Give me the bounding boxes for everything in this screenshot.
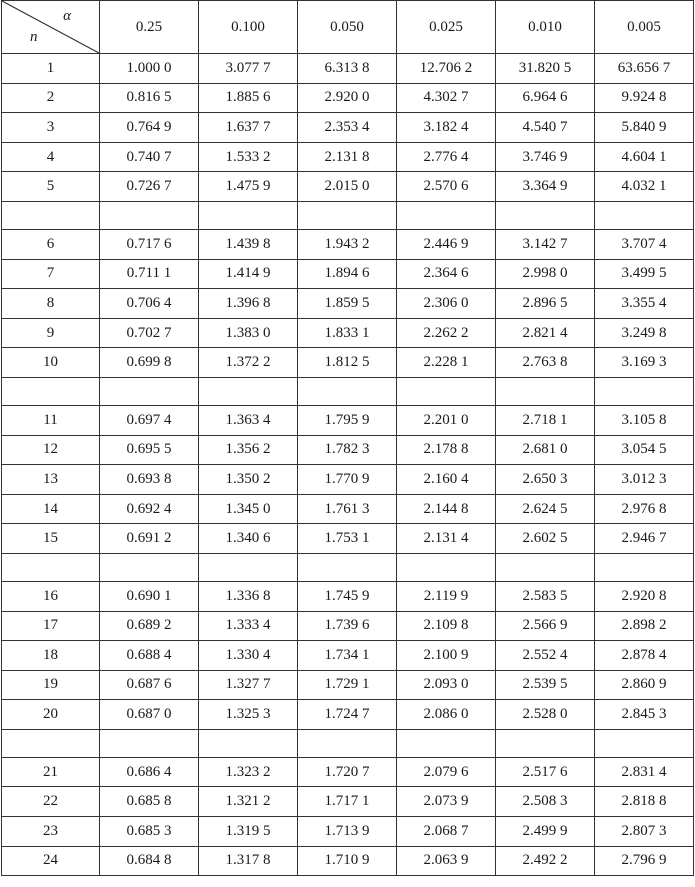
table-row [2, 229, 694, 259]
value-cell: 0.687 0 [100, 700, 199, 730]
value-cell: 2.306 0 [397, 289, 496, 319]
value-cell: 0.688 4 [100, 641, 199, 671]
n-cell: 17 [2, 611, 100, 641]
value-cell: 0.697 4 [100, 405, 199, 435]
n-cell: 21 [2, 757, 100, 787]
n-cell: 13 [2, 465, 100, 495]
value-cell: 0.687 6 [100, 670, 199, 700]
value-cell: 0.711 1 [100, 259, 199, 289]
value-cell: 2.818 8 [595, 787, 694, 817]
value-cell: 1.713 9 [298, 817, 397, 847]
value-cell: 2.896 5 [496, 289, 595, 319]
value-cell: 0.699 8 [100, 348, 199, 378]
empty-cell [100, 729, 199, 757]
value-cell: 2.650 3 [496, 465, 595, 495]
empty-cell [100, 553, 199, 581]
spacer-row [2, 377, 694, 405]
value-cell: 0.684 8 [100, 846, 199, 876]
value-cell: 2.446 9 [397, 229, 496, 259]
t-distribution-table [1, 0, 694, 876]
value-cell: 2.763 8 [496, 348, 595, 378]
value-cell: 1.327 7 [199, 670, 298, 700]
value-cell: 2.946 7 [595, 524, 694, 554]
value-cell: 2.539 5 [496, 670, 595, 700]
table-row [2, 611, 694, 641]
value-cell: 3.054 5 [595, 435, 694, 465]
empty-cell [298, 729, 397, 757]
empty-cell [199, 377, 298, 405]
table-row [2, 494, 694, 524]
value-cell: 1.439 8 [199, 229, 298, 259]
empty-cell [2, 201, 100, 229]
value-cell: 2.068 7 [397, 817, 496, 847]
value-cell: 4.302 7 [397, 83, 496, 113]
value-cell: 2.109 8 [397, 611, 496, 641]
n-cell: 19 [2, 670, 100, 700]
n-cell: 18 [2, 641, 100, 671]
value-cell: 1.894 6 [298, 259, 397, 289]
value-cell: 0.706 4 [100, 289, 199, 319]
value-cell: 2.552 4 [496, 641, 595, 671]
n-cell: 9 [2, 318, 100, 348]
value-cell: 2.499 9 [496, 817, 595, 847]
empty-cell [397, 201, 496, 229]
value-cell: 2.860 9 [595, 670, 694, 700]
table-row [2, 405, 694, 435]
diagonal-line [2, 1, 99, 53]
value-cell: 2.063 9 [397, 846, 496, 876]
table-row [2, 113, 694, 143]
table-row [2, 787, 694, 817]
alpha-header-cell: 0.010 [496, 1, 595, 54]
value-cell: 2.920 8 [595, 581, 694, 611]
table-row [2, 142, 694, 172]
n-cell: 14 [2, 494, 100, 524]
table-body [2, 54, 694, 876]
empty-cell [100, 201, 199, 229]
value-cell: 2.119 9 [397, 581, 496, 611]
table-row [2, 54, 694, 84]
value-cell: 3.707 4 [595, 229, 694, 259]
value-cell: 3.249 8 [595, 318, 694, 348]
value-cell: 1.745 9 [298, 581, 397, 611]
table-row [2, 817, 694, 847]
corner-header-cell [2, 1, 100, 54]
value-cell: 0.690 1 [100, 581, 199, 611]
value-cell: 1.833 1 [298, 318, 397, 348]
value-cell: 0.692 4 [100, 494, 199, 524]
empty-cell [199, 201, 298, 229]
value-cell: 1.533 2 [199, 142, 298, 172]
value-cell: 0.693 8 [100, 465, 199, 495]
value-cell: 2.073 9 [397, 787, 496, 817]
value-cell: 2.144 8 [397, 494, 496, 524]
value-cell: 3.012 3 [595, 465, 694, 495]
n-cell: 16 [2, 581, 100, 611]
table-row [2, 524, 694, 554]
empty-cell [496, 553, 595, 581]
value-cell: 0.816 5 [100, 83, 199, 113]
value-cell: 63.656 7 [595, 54, 694, 84]
alpha-header-cell: 0.025 [397, 1, 496, 54]
empty-cell [397, 729, 496, 757]
value-cell: 2.178 8 [397, 435, 496, 465]
value-cell: 2.508 3 [496, 787, 595, 817]
value-cell: 2.566 9 [496, 611, 595, 641]
value-cell: 1.885 6 [199, 83, 298, 113]
value-cell: 1.340 6 [199, 524, 298, 554]
value-cell: 2.228 1 [397, 348, 496, 378]
value-cell: 3.142 7 [496, 229, 595, 259]
value-cell: 3.077 7 [199, 54, 298, 84]
value-cell: 2.086 0 [397, 700, 496, 730]
empty-cell [199, 553, 298, 581]
value-cell: 3.355 4 [595, 289, 694, 319]
table-row [2, 259, 694, 289]
value-cell: 2.079 6 [397, 757, 496, 787]
value-cell: 1.383 0 [199, 318, 298, 348]
n-cell: 12 [2, 435, 100, 465]
table-row [2, 641, 694, 671]
table-row [2, 318, 694, 348]
spacer-row [2, 201, 694, 229]
value-cell: 3.105 8 [595, 405, 694, 435]
value-cell: 1.414 9 [199, 259, 298, 289]
n-cell: 20 [2, 700, 100, 730]
value-cell: 0.764 9 [100, 113, 199, 143]
value-cell: 2.015 0 [298, 172, 397, 202]
empty-cell [595, 377, 694, 405]
value-cell: 4.604 1 [595, 142, 694, 172]
value-cell: 2.821 4 [496, 318, 595, 348]
empty-cell [199, 729, 298, 757]
empty-cell [298, 553, 397, 581]
value-cell: 0.689 2 [100, 611, 199, 641]
value-cell: 1.000 0 [100, 54, 199, 84]
value-cell: 1.363 4 [199, 405, 298, 435]
value-cell: 3.364 9 [496, 172, 595, 202]
value-cell: 1.396 8 [199, 289, 298, 319]
value-cell: 1.720 7 [298, 757, 397, 787]
empty-cell [100, 377, 199, 405]
n-cell: 5 [2, 172, 100, 202]
value-cell: 1.372 2 [199, 348, 298, 378]
value-cell: 1.859 5 [298, 289, 397, 319]
table-row [2, 670, 694, 700]
value-cell: 5.840 9 [595, 113, 694, 143]
n-cell: 8 [2, 289, 100, 319]
empty-cell [595, 729, 694, 757]
value-cell: 3.499 5 [595, 259, 694, 289]
value-cell: 0.702 7 [100, 318, 199, 348]
n-cell: 11 [2, 405, 100, 435]
value-cell: 1.637 7 [199, 113, 298, 143]
value-cell: 2.492 2 [496, 846, 595, 876]
table-row [2, 289, 694, 319]
value-cell: 31.820 5 [496, 54, 595, 84]
value-cell: 2.976 8 [595, 494, 694, 524]
spacer-row [2, 729, 694, 757]
value-cell: 6.313 8 [298, 54, 397, 84]
value-cell: 1.770 9 [298, 465, 397, 495]
value-cell: 1.345 0 [199, 494, 298, 524]
value-cell: 2.100 9 [397, 641, 496, 671]
value-cell: 12.706 2 [397, 54, 496, 84]
header-row [2, 1, 694, 54]
n-cell: 24 [2, 846, 100, 876]
value-cell: 6.964 6 [496, 83, 595, 113]
value-cell: 1.710 9 [298, 846, 397, 876]
value-cell: 1.795 9 [298, 405, 397, 435]
value-cell: 2.262 2 [397, 318, 496, 348]
value-cell: 1.333 4 [199, 611, 298, 641]
n-cell: 10 [2, 348, 100, 378]
n-cell: 7 [2, 259, 100, 289]
value-cell: 2.353 4 [298, 113, 397, 143]
value-cell: 1.729 1 [298, 670, 397, 700]
value-cell: 2.776 4 [397, 142, 496, 172]
value-cell: 9.924 8 [595, 83, 694, 113]
value-cell: 0.717 6 [100, 229, 199, 259]
value-cell: 2.796 9 [595, 846, 694, 876]
table-row [2, 700, 694, 730]
value-cell: 0.686 4 [100, 757, 199, 787]
alpha-header-cell: 0.100 [199, 1, 298, 54]
value-cell: 1.317 8 [199, 846, 298, 876]
empty-cell [397, 553, 496, 581]
value-cell: 2.517 6 [496, 757, 595, 787]
table-row [2, 83, 694, 113]
value-cell: 2.131 8 [298, 142, 397, 172]
empty-cell [2, 377, 100, 405]
value-cell: 1.724 7 [298, 700, 397, 730]
value-cell: 2.920 0 [298, 83, 397, 113]
value-cell: 2.831 4 [595, 757, 694, 787]
value-cell: 2.878 4 [595, 641, 694, 671]
n-cell: 1 [2, 54, 100, 84]
value-cell: 2.093 0 [397, 670, 496, 700]
table-row [2, 435, 694, 465]
empty-cell [298, 377, 397, 405]
value-cell: 1.350 2 [199, 465, 298, 495]
value-cell: 3.169 3 [595, 348, 694, 378]
value-cell: 1.812 5 [298, 348, 397, 378]
value-cell: 2.160 4 [397, 465, 496, 495]
alpha-header-cell: 0.005 [595, 1, 694, 54]
value-cell: 2.364 6 [397, 259, 496, 289]
value-cell: 2.528 0 [496, 700, 595, 730]
value-cell: 2.898 2 [595, 611, 694, 641]
value-cell: 1.319 5 [199, 817, 298, 847]
value-cell: 0.685 8 [100, 787, 199, 817]
value-cell: 2.602 5 [496, 524, 595, 554]
value-cell: 1.734 1 [298, 641, 397, 671]
empty-cell [2, 553, 100, 581]
table-row [2, 172, 694, 202]
value-cell: 4.540 7 [496, 113, 595, 143]
value-cell: 0.740 7 [100, 142, 199, 172]
value-cell: 0.685 3 [100, 817, 199, 847]
empty-cell [595, 201, 694, 229]
value-cell: 2.201 0 [397, 405, 496, 435]
value-cell: 1.321 2 [199, 787, 298, 817]
value-cell: 1.336 8 [199, 581, 298, 611]
value-cell: 2.131 4 [397, 524, 496, 554]
value-cell: 1.717 1 [298, 787, 397, 817]
value-cell: 3.746 9 [496, 142, 595, 172]
value-cell: 2.718 1 [496, 405, 595, 435]
empty-cell [496, 729, 595, 757]
empty-cell [298, 201, 397, 229]
alpha-header-cell: 0.25 [100, 1, 199, 54]
table-row [2, 757, 694, 787]
n-cell: 3 [2, 113, 100, 143]
n-cell: 6 [2, 229, 100, 259]
value-cell: 1.330 4 [199, 641, 298, 671]
alpha-label: α [63, 8, 71, 24]
n-cell: 2 [2, 83, 100, 113]
value-cell: 3.182 4 [397, 113, 496, 143]
value-cell: 1.943 2 [298, 229, 397, 259]
value-cell: 1.475 9 [199, 172, 298, 202]
value-cell: 1.739 6 [298, 611, 397, 641]
value-cell: 2.583 5 [496, 581, 595, 611]
n-cell: 4 [2, 142, 100, 172]
empty-cell [595, 553, 694, 581]
value-cell: 1.356 2 [199, 435, 298, 465]
value-cell: 1.325 3 [199, 700, 298, 730]
value-cell: 0.726 7 [100, 172, 199, 202]
value-cell: 0.691 2 [100, 524, 199, 554]
value-cell: 2.998 0 [496, 259, 595, 289]
empty-cell [2, 729, 100, 757]
empty-cell [496, 201, 595, 229]
spacer-row [2, 553, 694, 581]
value-cell: 2.681 0 [496, 435, 595, 465]
value-cell: 1.323 2 [199, 757, 298, 787]
empty-cell [397, 377, 496, 405]
n-cell: 22 [2, 787, 100, 817]
empty-cell [496, 377, 595, 405]
value-cell: 2.807 3 [595, 817, 694, 847]
alpha-header-cell: 0.050 [298, 1, 397, 54]
value-cell: 0.695 5 [100, 435, 199, 465]
value-cell: 1.761 3 [298, 494, 397, 524]
value-cell: 1.753 1 [298, 524, 397, 554]
value-cell: 2.624 5 [496, 494, 595, 524]
value-cell: 2.570 6 [397, 172, 496, 202]
n-label: n [30, 29, 38, 45]
value-cell: 2.845 3 [595, 700, 694, 730]
table-row [2, 846, 694, 876]
n-cell: 15 [2, 524, 100, 554]
value-cell: 1.782 3 [298, 435, 397, 465]
table-row [2, 348, 694, 378]
table-row [2, 581, 694, 611]
value-cell: 4.032 1 [595, 172, 694, 202]
n-cell: 23 [2, 817, 100, 847]
table-row [2, 465, 694, 495]
